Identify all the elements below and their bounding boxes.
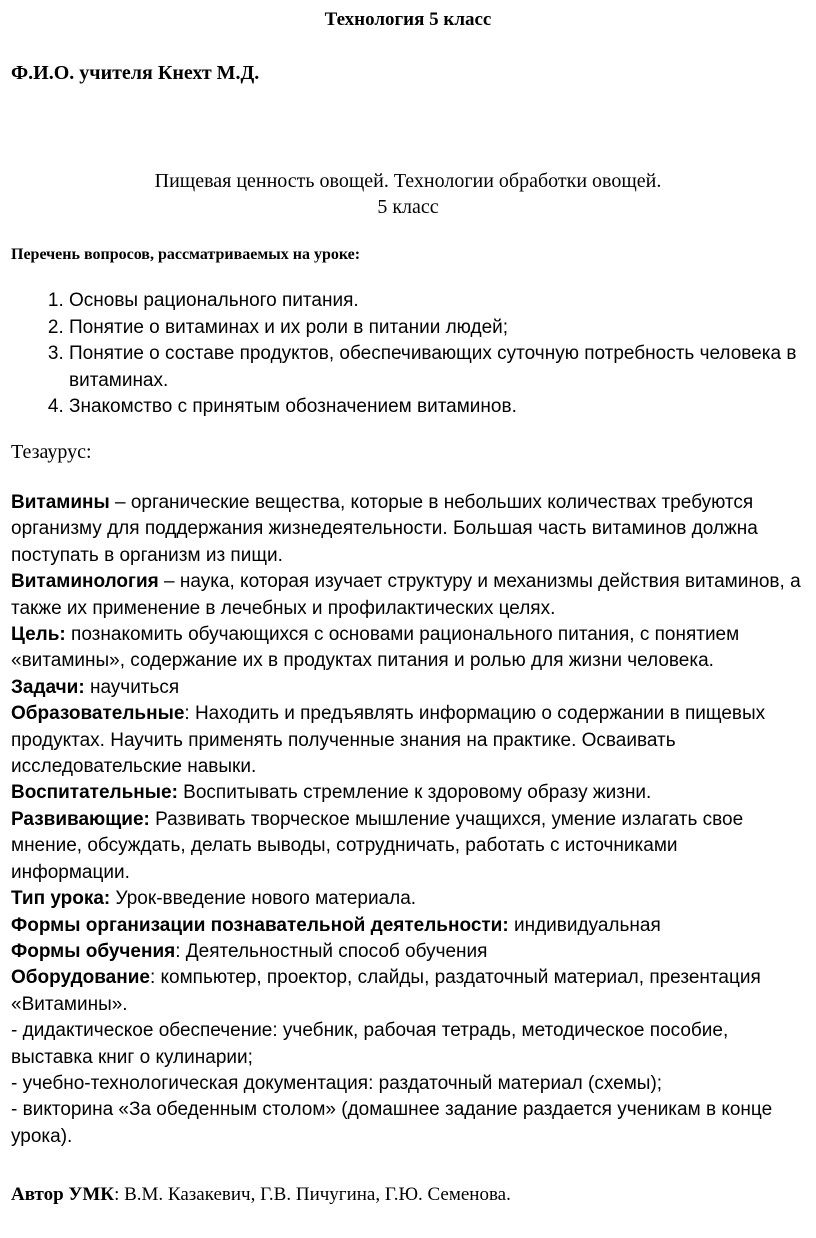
definition-vitamins-text: – органические вещества, которые в небольших количествах требуются организму для поддержания жизнедеятельности. Большая часть витаминов должна поступать в организм из пищи.: [11, 492, 758, 566]
forms-learning: [11, 939, 801, 965]
teacher-name: Ф.И.О. учителя Кнехт М.Д.: [11, 62, 260, 84]
tasks-label: Задачи:: [11, 676, 85, 698]
lesson-title: [0, 168, 816, 220]
author-line: [11, 1184, 511, 1206]
author-text: : В.М. Казакевич, Г.В. Пичугина, Г.Ю. Семенова.: [114, 1184, 511, 1205]
educational-label: Образовательные: [11, 703, 185, 725]
equipment: [11, 965, 801, 1018]
lesson-type: [11, 886, 801, 912]
developing-text: Развивать творческое мышление учащихся, умение излагать свое мнение, обсуждать, делать выводы, сотрудничать, работать с источниками информации.: [11, 808, 744, 883]
educational-text: : Находить и предъявлять информацию о содержании в пищевых продуктах. Научить применять полученные знания на практике. Осваивать исследовательские навыки.: [11, 703, 766, 778]
tasks-educational: [11, 701, 801, 780]
equipment-label: Оборудование: [11, 967, 150, 989]
questions-heading: Перечень вопросов, рассматриваемых на уроке:: [11, 246, 361, 263]
forms-learning-text: : Деятельностный способ обучения: [175, 940, 488, 962]
equipment-quiz: - викторина «За обеденным столом» (домашнее задание раздается ученикам в конце урока).: [11, 1099, 773, 1147]
thesaurus-label: Тезаурус:: [11, 441, 92, 463]
equipment-text: : компьютер, проектор, слайды, раздаточный материал, презентация «Витамины».: [11, 967, 761, 1015]
forms-organization-text: индивидуальная: [508, 914, 661, 936]
tasks: [11, 675, 801, 701]
tasks-text: научиться: [84, 676, 180, 698]
tasks-upbringing: [11, 780, 801, 806]
upbringing-text: Воспитывать стремление к здоровому образу жизни.: [177, 782, 652, 804]
goal-text: познакомить обучающихся с основами рационального питания, с понятием «витамины», содержание их в продуктах питания и ролью для жизни человека.: [11, 624, 740, 672]
document-title: Технология 5 класс: [324, 9, 492, 30]
forms-learning-label: Формы обучения: [11, 940, 176, 962]
author-label: Автор УМК: [11, 1184, 115, 1205]
lesson-title-line-2: 5 класс: [377, 196, 439, 218]
list-item: 2. Понятие о витаминах и их роли в питании людей;: [69, 315, 809, 342]
term-vitamins: Витамины: [11, 492, 110, 513]
term-vitaminology: Витаминология: [11, 571, 159, 593]
lesson-type-label: Тип урока:: [11, 888, 111, 910]
equipment-docs: - учебно-технологическая документация: раздаточный материал (схемы);: [11, 1072, 663, 1094]
definition-vitaminology: [11, 569, 801, 622]
forms-organization-label: Формы организации познавательной деятельности:: [11, 914, 509, 936]
equipment-didactic: - дидактическое обеспечение: учебник, рабочая тетрадь, методическое пособие, выставка книг о кулинарии;: [11, 1020, 729, 1068]
lesson-type-text: Урок-введение нового материала.: [110, 888, 417, 910]
goal: [11, 622, 801, 675]
list-item: 1. Основы рационального питания.: [69, 288, 809, 315]
definition-vitaminology-text: – наука, которая изучает структуру и механизмы действия витаминов, а также их применение в лечебных и профилактических целях.: [11, 571, 801, 619]
goal-label: Цель:: [11, 624, 66, 646]
upbringing-label: Воспитательные:: [11, 782, 178, 804]
forms-organization: [11, 913, 801, 939]
list-item: 3. Понятие о составе продуктов, обеспечивающих суточную потребность человека в витаминах.: [69, 341, 809, 394]
lesson-title-line-1: Пищевая ценность овощей. Технологии обработки овощей.: [154, 170, 662, 192]
tasks-developing: [11, 807, 801, 886]
list-item: 4. Знакомство с принятым обозначением витаминов.: [69, 394, 809, 421]
lesson-details: [11, 490, 801, 1150]
developing-label: Развивающие:: [11, 808, 150, 830]
questions-list: [34, 288, 809, 421]
definition-vitamins: [11, 490, 801, 569]
